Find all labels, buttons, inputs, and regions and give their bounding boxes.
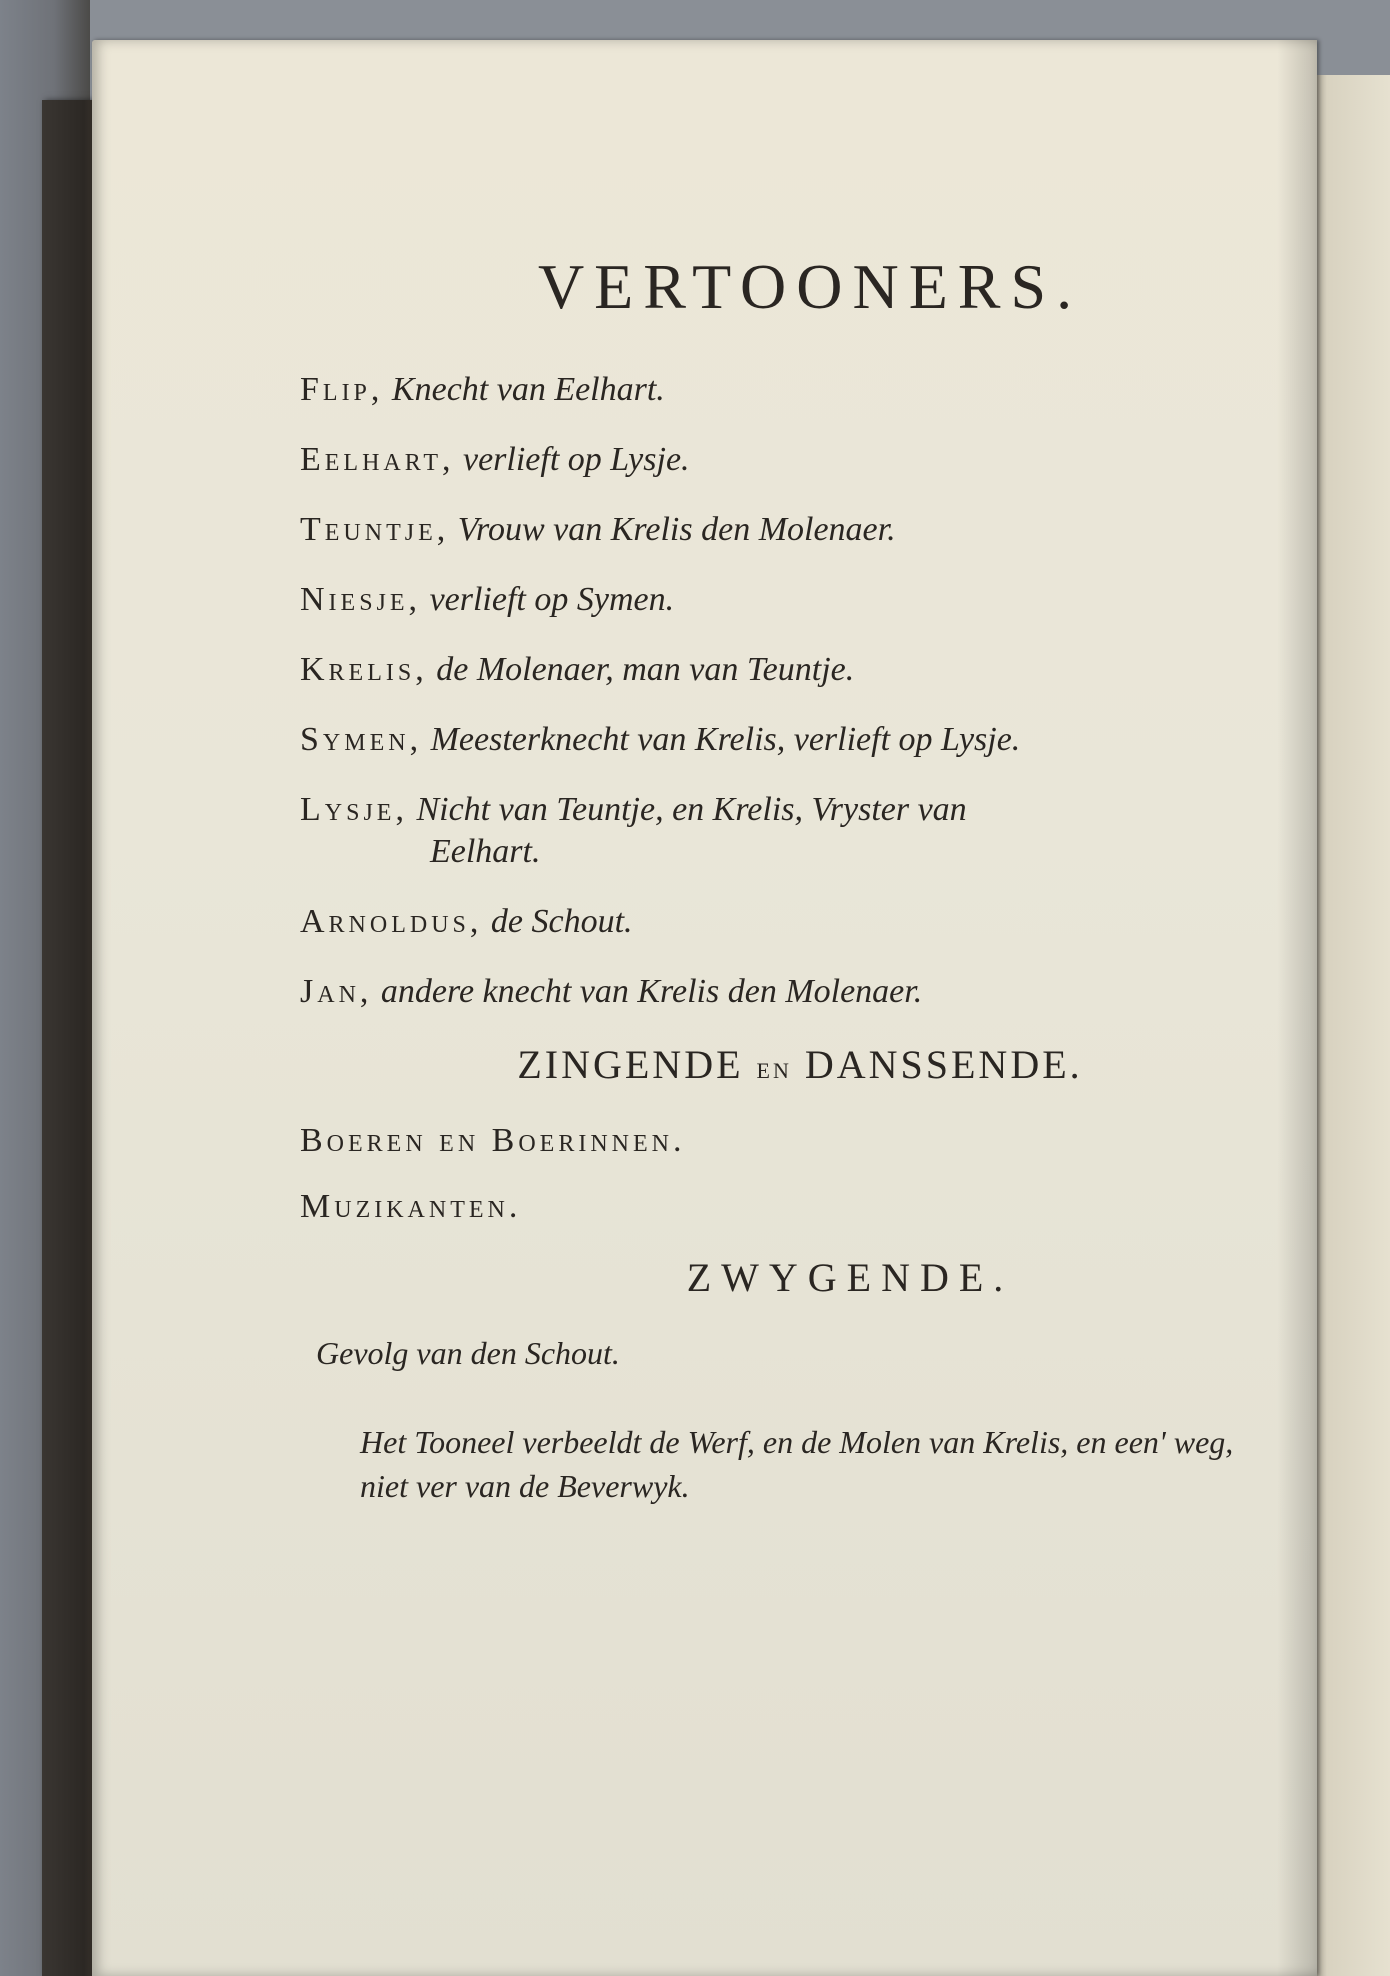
stage-note: Het Tooneel verbeeldt de Werf, en de Molen van Krelis, en een' weg, niet ver van de Beverwyk. bbox=[360, 1424, 1234, 1504]
section-heading-singing bbox=[340, 1041, 1260, 1088]
role-name: Teuntje, bbox=[300, 511, 450, 548]
role-desc: de Molenaer, man van Teuntje. bbox=[436, 651, 855, 688]
role-name: Flip, bbox=[300, 371, 384, 408]
section-conjunction: en bbox=[756, 1049, 792, 1085]
section-heading-silent: ZWYGENDE. bbox=[686, 1255, 1014, 1300]
role-desc: de Schout. bbox=[490, 903, 633, 940]
entourage-line: Gevolg van den Schout. bbox=[316, 1335, 620, 1371]
section-word: DANSSENDE. bbox=[804, 1042, 1083, 1087]
role-name: Niesje, bbox=[300, 581, 422, 618]
role-name: Symen, bbox=[300, 721, 423, 758]
role-line bbox=[300, 579, 1260, 621]
role-desc-continuation: Eelhart. bbox=[430, 833, 541, 870]
role-desc: verlieft op Lysje. bbox=[462, 441, 690, 478]
role-line bbox=[300, 649, 1260, 691]
page-content bbox=[300, 250, 1260, 1508]
role-name: Arnoldus, bbox=[300, 903, 483, 940]
role-name: Lysje, bbox=[300, 791, 408, 828]
role-line bbox=[300, 509, 1260, 551]
role-desc: Vrouw van Krelis den Molenaer. bbox=[457, 511, 896, 548]
extra-role: Muzikanten. bbox=[300, 1188, 522, 1225]
role-name: Eelhart, bbox=[300, 441, 455, 478]
role-line bbox=[300, 369, 1260, 411]
role-desc: verlieft op Symen. bbox=[429, 581, 675, 618]
role-desc: Knecht van Eelhart. bbox=[391, 371, 665, 408]
role-desc: Meesterknecht van Krelis, verlieft op Lysje. bbox=[430, 721, 1021, 758]
role-desc: andere knecht van Krelis den Molenaer. bbox=[380, 973, 923, 1010]
page-title: VERTOONERS. bbox=[537, 251, 1083, 322]
role-name: Jan, bbox=[300, 973, 373, 1010]
role-line bbox=[300, 971, 1260, 1013]
role-line bbox=[300, 789, 1260, 873]
role-desc: Nicht van Teuntje, en Krelis, Vryster van bbox=[416, 791, 967, 828]
role-line bbox=[300, 719, 1260, 761]
role-name: Krelis, bbox=[300, 651, 428, 688]
section-word: ZINGENDE bbox=[517, 1042, 744, 1087]
role-line bbox=[300, 439, 1260, 481]
role-line bbox=[300, 901, 1260, 943]
extra-role: Boeren en Boerinnen. bbox=[300, 1122, 686, 1159]
